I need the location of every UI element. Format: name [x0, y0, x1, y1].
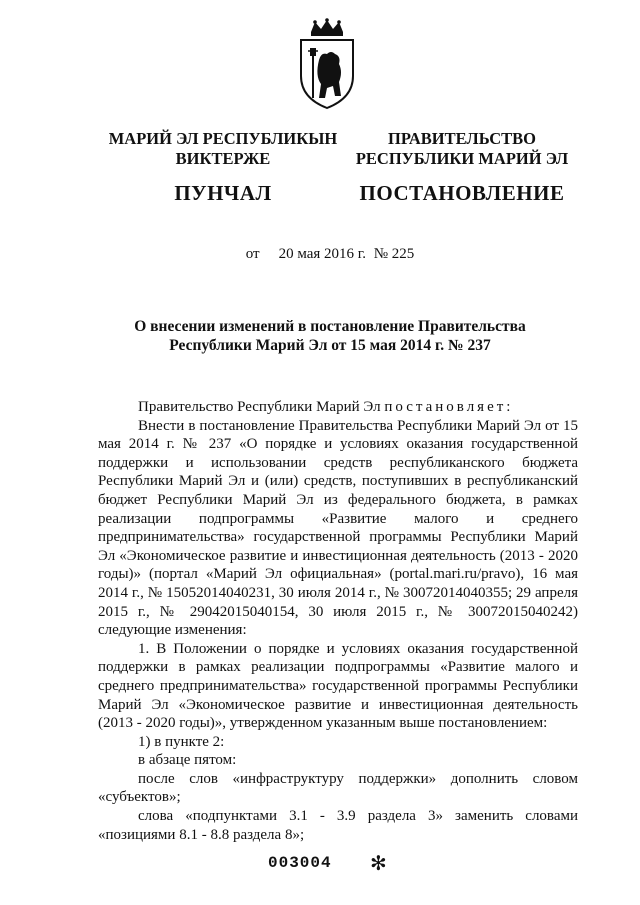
body-paragraph-3: 1. В Положении о порядке и условиях оказания государственной поддержки в рамках реализации подпрограммы «Развитие малого и среднего предпринимательства» государственной программы Республики Марий Эл «Экономическое развитие и инвестиционная деятельность (2013 - 2020 годы)», утвержденном указанным выше постановлением: [98, 640, 578, 732]
header-right-line1: ПРАВИТЕЛЬСТВО [388, 129, 536, 148]
title-line1: О внесении изменений в постановление Правительства [134, 318, 526, 335]
header-left-line2: ВИКТЕРЖЕ [175, 149, 271, 168]
header-left-doc-type: ПУНЧАЛ [174, 181, 272, 205]
decrees-word: постановляет: [384, 399, 514, 415]
body-paragraph-1 [98, 398, 578, 417]
header-right-line2: РЕСПУБЛИКИ МАРИЙ ЭЛ [355, 149, 569, 168]
document-title [80, 317, 580, 355]
date-prefix: от [245, 246, 260, 262]
date-line [0, 246, 640, 263]
document-number: № 225 [373, 246, 415, 262]
body-paragraph-2: Внести в постановление Правительства Республики Марий Эл от 15 мая 2014 г. № 237 «О порядке и условиях оказания государственной поддержки и использовании средств республиканского бюджета Республики Марий Эл и (или) средств, поступивших в республиканский бюджет Республики Марий Эл из федерального бюджета, в рамках реализации подпрограммы «Развитие малого и среднего предпринимательства» государственной программы Республики Марий Эл «Экономическое развитие и инвестиционная деятельность (2013 - 2020 годы)» (портал «Марий Эл официальная» (portal.mari.ru/pravo), 16 мая 2014 г., № 15052014040231, 30 июля 2014 г., № 30072014040355; 29 апреля 2015 г., № 29042015040154, 30 июля 2015 г., № 30072015040242) следующие изменения: [98, 417, 578, 639]
coat-of-arms-icon [297, 18, 357, 110]
title-line2: Республики Марий Эл от 15 мая 2014 г. № 237 [169, 337, 491, 354]
body-paragraph-4: 1) в пункте 2: [138, 733, 225, 750]
body-paragraph-7: слова «подпунктами 3.1 - 3.9 раздела 3» заменить словами «позициями 8.1 - 8.8 раздела 8»; [98, 808, 578, 843]
document-body [98, 398, 578, 844]
header-left [88, 129, 358, 203]
preamble-text: Правительство Республики Марий Эл [138, 399, 385, 415]
document-date: 20 мая 2016 г. [278, 246, 366, 262]
header-left-line1: МАРИЙ ЭЛ РЕСПУБЛИКЫН [108, 129, 338, 148]
body-paragraph-5: в абзаце пятом: [138, 752, 237, 769]
header-right-doc-type: ПОСТАНОВЛЕНИЕ [359, 181, 565, 205]
body-paragraph-6: после слов «инфраструктуру поддержки» дополнить словом «субъектов»; [98, 770, 578, 806]
header-right [327, 129, 597, 203]
asterisk-mark: ✻ [370, 851, 387, 875]
serial-number: 003004 [268, 854, 332, 872]
